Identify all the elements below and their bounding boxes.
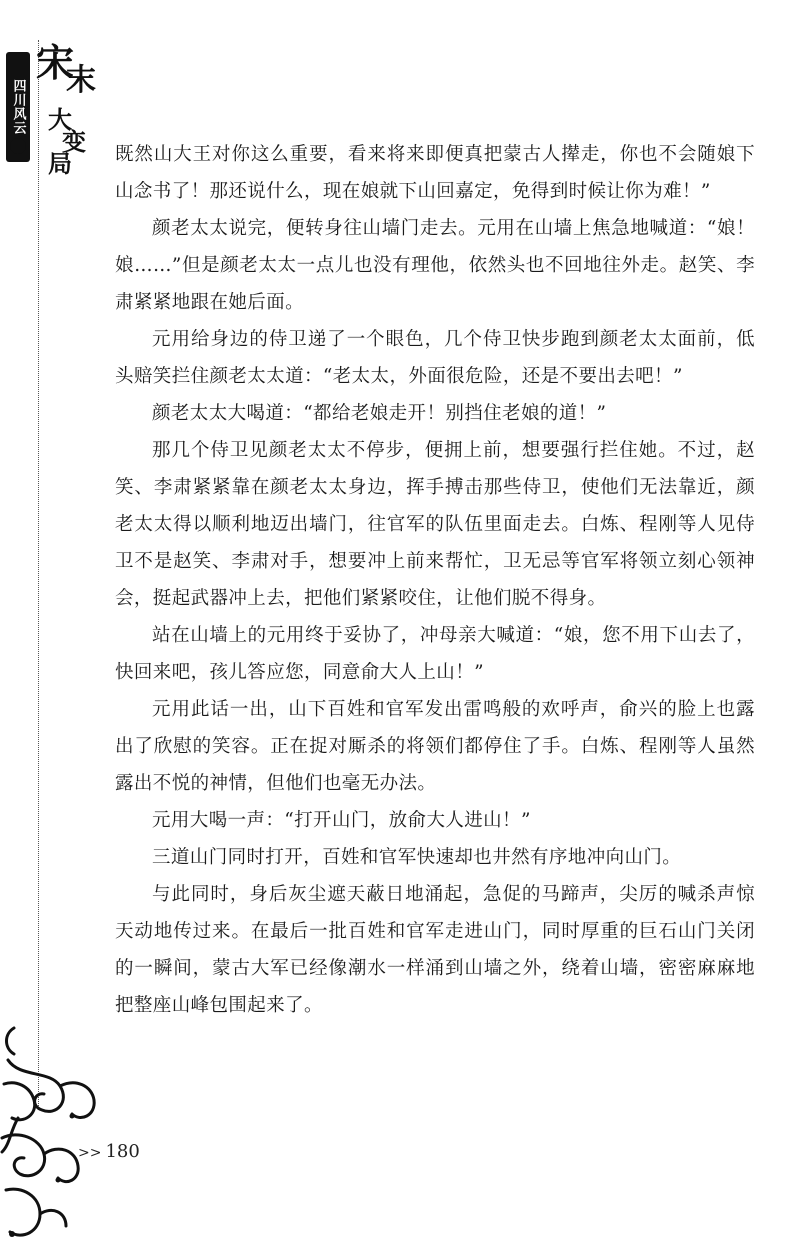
book-title [36,40,96,194]
paragraph: 站在山墙上的元用终于妥协了，冲母亲大喊道：“娘，您不用下山去了，快回来吧，孩儿答应您，同意俞大人上山！” [115,625,755,683]
book-title-char: 变 [62,127,86,156]
paragraph: 元用此话一出，山下百姓和官军发出雷鸣般的欢呼声，俞兴的脸上也露出了欣慰的笑容。正在捉对厮杀的将领们都停住了手。白炼、程刚等人虽然露出不悦的神情，但他们也毫无办法。 [115,699,755,794]
paragraph: 颜老太太说完，便转身往山墙门走去。元用在山墙上焦急地喊道：“娘！娘……”但是颜老太太一点儿也没有理他，依然头也不回地往外走。赵笑、李肃紧紧地跟在她后面。 [115,218,755,313]
cloud-ornament-icon [0,1020,110,1249]
book-title-char: 大 [48,105,72,134]
page-number-value: 180 [105,1141,140,1162]
paragraph: 颜老太太大喝道：“都给老娘走开！别挡住老娘的道！” [152,403,607,424]
paragraph: 三道山门同时打开，百姓和官军快速却也井然有序地冲向山门。 [152,847,682,868]
book-title-char: 局 [48,149,72,178]
book-title-char: 宋 [36,40,75,85]
paragraph: 元用大喝一声：“打开山门，放俞大人进山！” [152,810,531,831]
paragraph: 那几个侍卫见颜老太太不停步，便拥上前，想要强行拦住她。不过，赵笑、李肃紧紧靠在颜老太太身边，挥手搏击那些侍卫，使他们无法靠近，颜老太太得以顺利地迈出墙门，往官军的队伍里面走去。白炼、程刚等人见侍卫不是赵笑、李肃对手，想要冲上前来帮忙，卫无忌等官军将领立刻心领神会，挺起武器冲上去，把他们紧紧咬住，让他们脱不得身。 [115,440,755,609]
paragraph: 与此同时，身后灰尘遮天蔽日地涌起，急促的马蹄声，尖厉的喊杀声惊天动地传过来。在最后一批百姓和官军走进山门，同时厚重的巨石山门关闭的一瞬间，蒙古大军已经像潮水一样涌到山墙之外，绕着山墙，密密麻麻地把整座山峰包围起来了。 [115,884,755,1016]
margin-dotted-rule [38,40,39,1110]
book-title-char: 末 [66,63,96,98]
body-text [115,136,755,1024]
page-number [78,1141,140,1162]
series-label-badge: 四川风云 [6,52,30,162]
paragraph: 元用给身边的侍卫递了一个眼色，几个侍卫快步跑到颜老太太面前，低头赔笑拦住颜老太太道：“老太太，外面很危险，还是不要出去吧！” [115,329,755,387]
series-seal-mark [10,138,26,154]
paragraph: 既然山大王对你这么重要，看来将来即便真把蒙古人撵走，你也不会随娘下山念书了！那还说什么，现在娘就下山回嘉定，免得到时候让你为难！” [115,144,755,202]
page-arrows-icon: >> [78,1145,102,1161]
